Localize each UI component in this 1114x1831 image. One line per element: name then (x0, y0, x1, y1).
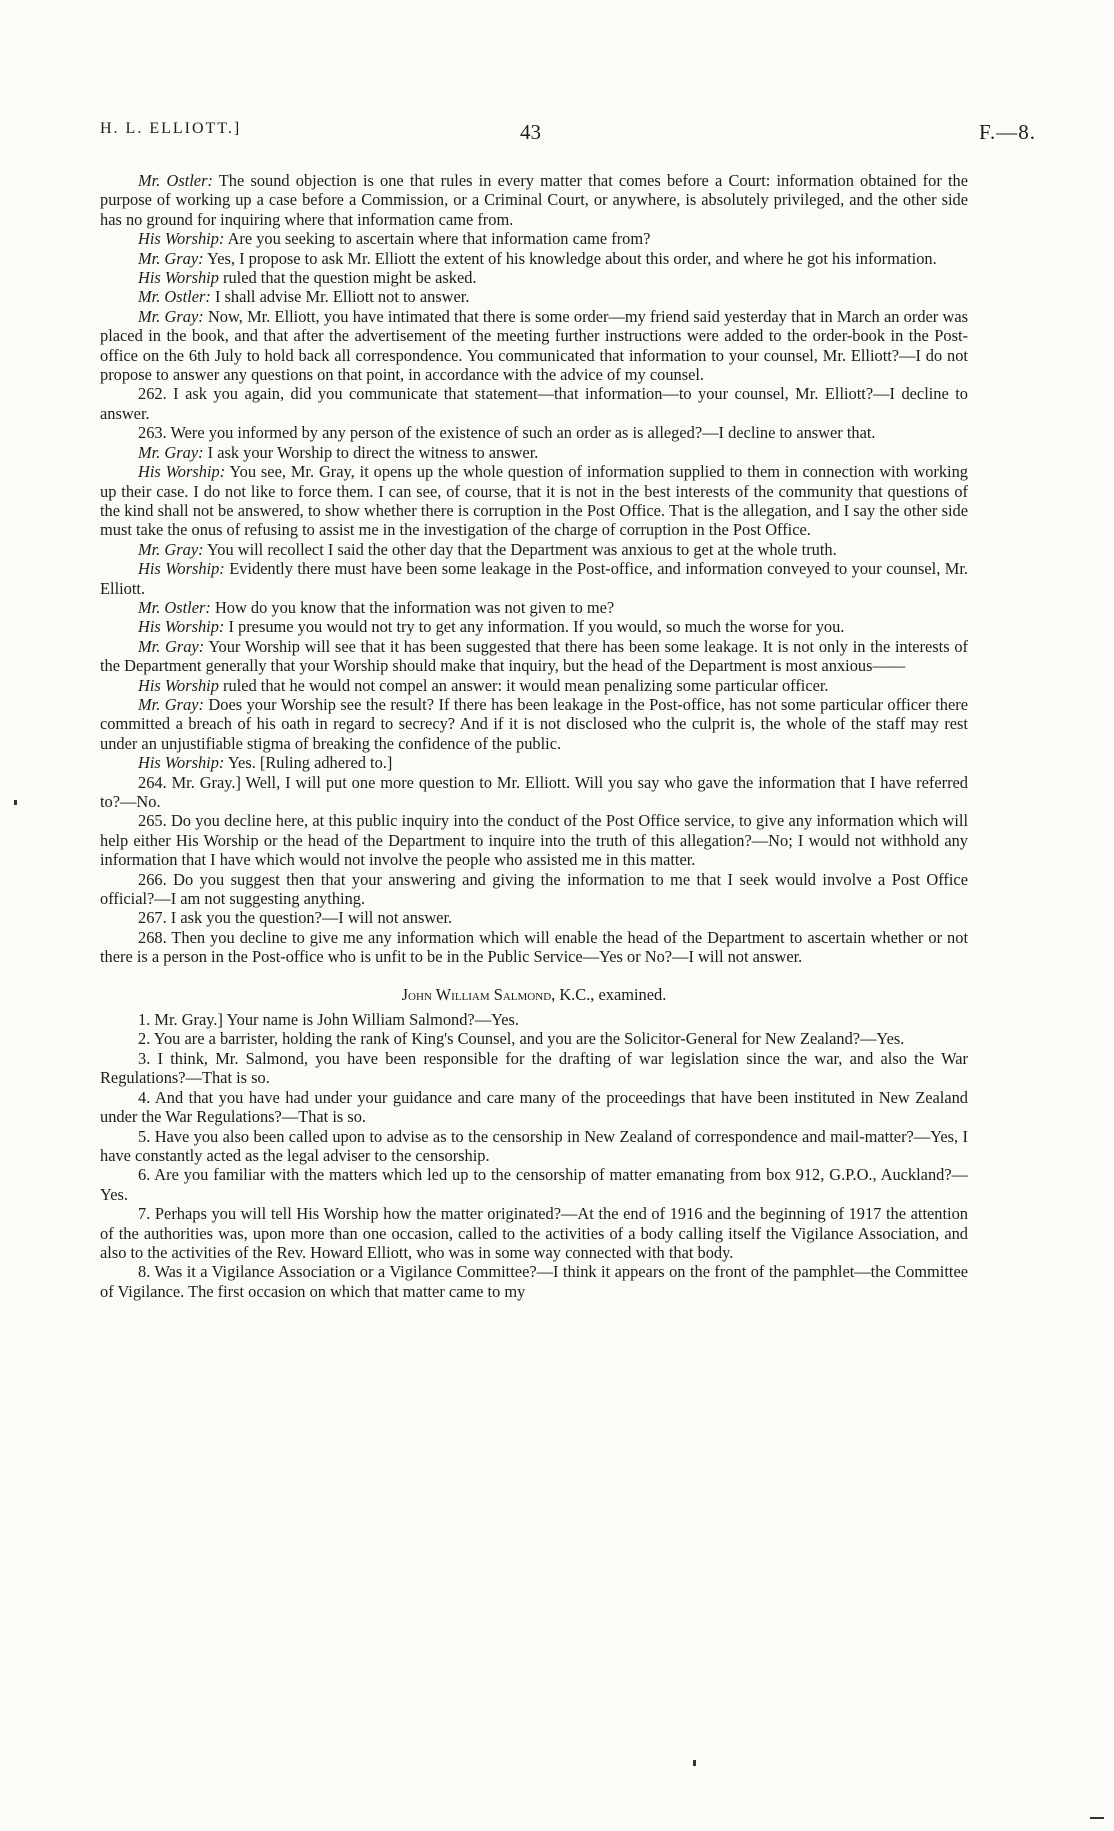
paragraph-text: 268. Then you decline to give me any information which will enable the head of the Department to ascertain whether or not there is a person in the Post-office who is unfit to be in the Public Service—Yes or No?—I will not answer. (100, 927, 968, 967)
paragraph (100, 676, 968, 695)
paragraph-text: You see, Mr. Gray, it opens up the whole question of information supplied to them in connection with working up their case. I do not like to force them. I can see, of course, that it is not in the best interests of the community that questions of the kind shall not be answered, to show whether there is corruption in the Post Office. That is the allegation, and I say the other side must take the onus of refusing to assist me in the investigation of the charge of corruption in the Post Office. (100, 462, 968, 540)
document-body (100, 171, 968, 1301)
speaker-label: His Worship: (138, 753, 225, 773)
speaker-label: Mr. Ostler: (138, 171, 213, 190)
paragraph (100, 307, 968, 385)
paragraph (100, 773, 968, 812)
paragraph (100, 287, 968, 306)
paragraph-text: ruled that the question might be asked. (218, 268, 477, 288)
paragraph-text: 266. Do you suggest then that your answering and giving the information to me that I seek would involve a Post Office official?—I am not suggesting anything. (100, 869, 968, 909)
paragraph (100, 617, 968, 636)
paragraph-text: 6. Are you familiar with the matters which led up to the censorship of matter emanating from box 912, G.P.O., Auckland?—Yes. (100, 1165, 968, 1204)
paragraph-text: Your Worship will see that it has been suggested that there has been some leakage. It is not only in the interests of the Department generally that your Worship should make that inquiry, but the head of the Department is most anxious—— (100, 636, 968, 676)
paragraph (100, 928, 968, 967)
paragraph-text: 2. You are a barrister, holding the rank of King's Counsel, and you are the Solicitor-General for New Zealand?—Yes. (138, 1029, 905, 1049)
paragraph-text: I shall advise Mr. Elliott not to answer. (210, 287, 470, 307)
margin-mark (693, 1760, 696, 1766)
margin-mark (14, 800, 17, 805)
paragraph (100, 171, 968, 229)
speaker-label: His Worship: (138, 559, 225, 579)
witness-heading-suffix: , K.C., examined. (551, 984, 667, 1004)
paragraph-text: 267. I ask you the question?—I will not answer. (138, 908, 453, 928)
paragraph-text: Are you seeking to ascertain where that information came from? (224, 229, 651, 249)
paragraph (100, 1165, 968, 1204)
paragraph-text: 1. Mr. Gray.] Your name is John William Salmond?—Yes. (138, 1010, 520, 1030)
paragraph (100, 637, 968, 676)
evidence-block-salmond (100, 1010, 968, 1301)
speaker-label: Mr. Ostler: (138, 597, 211, 617)
paragraph-text: The sound objection is one that rules in every matter that comes before a Court: information obtained for the purpose of working up a case before a Commission, or a Criminal Court, or anywhere, is absolutely privileged, and the other side has no ground for inquiring where that information came from. (100, 171, 968, 229)
paragraph (100, 462, 968, 540)
paragraph (100, 598, 968, 617)
paragraph-text: 262. I ask you again, did you communicate that statement—that information—to your counsel, Mr. Elliott?—I decline to answer. (100, 384, 968, 423)
margin-mark (1090, 1817, 1104, 1819)
paragraph (100, 1127, 968, 1166)
witness-name: John William Salmond (401, 984, 552, 1004)
paragraph-text: 8. Was it a Vigilance Association or a Vigilance Committee?—I think it appears on the front of the pamphlet—the Committee of Vigilance. The first occasion on which that matter came to my (100, 1262, 968, 1301)
speaker-label: His Worship: (138, 229, 225, 249)
paragraph (100, 229, 968, 248)
evidence-block-elliott (100, 171, 968, 967)
witness-heading (100, 985, 968, 1004)
paragraph (100, 1262, 968, 1301)
paragraph-text: 4. And that you have had under your guidance and care many of the proceedings that have been instituted in New Zealand under the War Regulations?—That is so. (100, 1087, 968, 1127)
paragraph (100, 540, 968, 559)
paragraph-text: 263. Were you informed by any person of the existence of such an order as is alleged?—I decline to answer that. (138, 423, 876, 443)
paragraph (100, 423, 968, 442)
paragraph-text: 5. Have you also been called upon to advise as to the censorship in New Zealand of correspondence and mail-matter?—Yes, I have constantly acted as the legal adviser to the censorship. (100, 1126, 968, 1165)
paragraph-text: I presume you would not try to get any information. If you would, so much the worse for you. (224, 617, 845, 637)
paragraph (100, 1049, 968, 1088)
paragraph-text: Now, Mr. Elliott, you have intimated that there is some order—my friend said yesterday that in March an order was placed in the book, and that after the advertisement of the meeting further instructions were added to the order-book in the Post-office on the 6th July to hold back all correspondence. You communicated that information to your counsel, Mr. Elliott?—I do not propose to answer any questions on that point, in accordance with the advice of my counsel. (100, 306, 968, 385)
paragraph-text: 7. Perhaps you will tell His Worship how the matter originated?—At the end of 1916 and the beginning of 1917 the attention of the authorities was, upon more than one occasion, called to the activities of a body calling itself the Vigilance Association, and also to the activities of the Rev. Howard Elliott, who was in some way connected with that body. (100, 1204, 968, 1262)
speaker-label: Mr. Gray: (138, 539, 204, 559)
speaker-label: Mr. Gray: (138, 306, 204, 326)
paragraph (100, 753, 968, 772)
paragraph (100, 1204, 968, 1262)
speaker-label: Mr. Gray: (138, 442, 204, 462)
speaker-label: Mr. Gray: (138, 636, 205, 656)
paragraph-text: 265. Do you decline here, at this public inquiry into the conduct of the Post Office service, to give any information which will help either His Worship or the head of the Department to inquire into the truth of this allegation?—No; I would not withhold any information that I have which would not involve the people who assisted me in this matter. (100, 811, 968, 870)
paragraph (100, 811, 968, 869)
paragraph (100, 908, 968, 927)
speaker-label: His Worship: (138, 617, 225, 637)
paragraph (100, 384, 968, 423)
paragraph-text: Yes. [Ruling adhered to.] (224, 753, 393, 773)
paragraph (100, 249, 968, 268)
paragraph (100, 1029, 968, 1048)
document-reference: F.—8. (979, 120, 1036, 144)
paragraph-text: 264. Mr. Gray.] Well, I will put one more question to Mr. Elliott. Will you say who gave the information that I have referred to?—No. (100, 772, 968, 811)
paragraph-text: How do you know that the information was not given to me? (210, 597, 615, 617)
page-number: 43 (520, 120, 541, 144)
paragraph (100, 559, 968, 598)
paragraph-text: Yes, I propose to ask Mr. Elliott the extent of his knowledge about this order, and where he got his information. (203, 248, 937, 268)
paragraph-text: You will recollect I said the other day that the Department was anxious to get at the whole truth. (203, 539, 837, 559)
paragraph (100, 1010, 968, 1029)
paragraph (100, 268, 968, 287)
paragraph-text: I ask your Worship to direct the witness to answer. (203, 442, 539, 462)
paragraph (100, 443, 968, 462)
speaker-label: His Worship: (138, 462, 226, 482)
paragraph-text: Evidently there must have been some leakage in the Post-office, and information conveyed to your counsel, Mr. Elliott. (100, 559, 968, 598)
paragraph (100, 1088, 968, 1127)
speaker-label: Mr. Gray: (138, 694, 204, 714)
paragraph (100, 870, 968, 909)
paragraph-text: 3. I think, Mr. Salmond, you have been responsible for the drafting of war legislation since the war, and also the War Regulations?—That is so. (100, 1048, 968, 1088)
speaker-label: His Worship (138, 675, 219, 695)
paragraph-text: ruled that he would not compel an answer: it would mean penalizing some particular officer. (218, 675, 829, 695)
paragraph-text: Does your Worship see the result? If there has been leakage in the Post-office, has not some particular officer there committed a breach of his oath in regard to secrecy? And if it is not disclosed who the culprit is, the whole of the staff may rest under an unjustifiable stigma of breaking the confidence of the public. (100, 694, 968, 753)
running-head: H. L. ELLIOTT.] (100, 120, 242, 137)
page-header (100, 120, 1036, 150)
paragraph (100, 695, 968, 753)
speaker-label: Mr. Ostler: (138, 287, 211, 307)
speaker-label: His Worship (138, 268, 219, 288)
speaker-label: Mr. Gray: (138, 248, 204, 268)
